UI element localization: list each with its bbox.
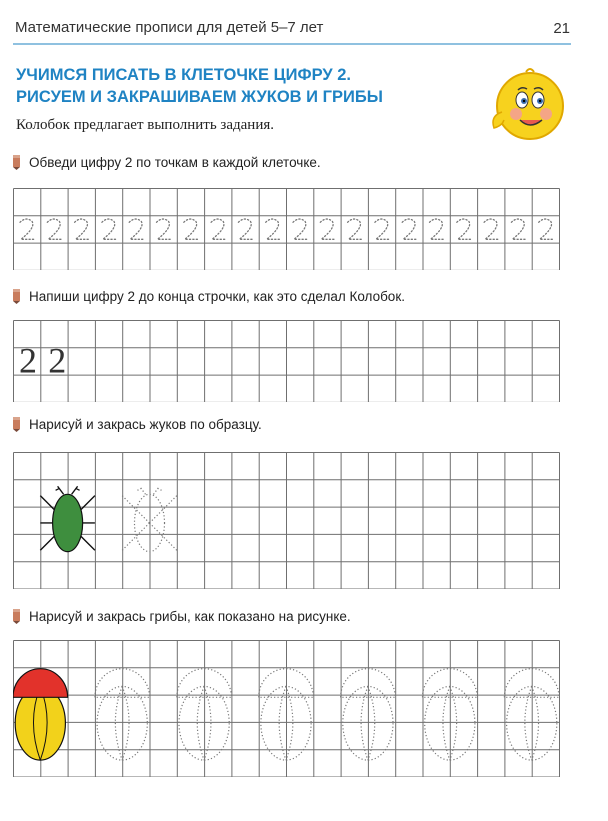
dotted-digit-two (320, 219, 334, 239)
task-3-instruction (12, 416, 262, 432)
sample-beetle (40, 486, 95, 551)
writing-grid-digit-two[interactable] (13, 320, 570, 402)
dotted-digit-two (238, 219, 252, 239)
dotted-digit-two (375, 219, 389, 239)
grid-lines (14, 321, 560, 403)
header-divider (13, 43, 571, 45)
task-2-text: Напиши цифру 2 до конца строчки, как это сделал Колобок. (29, 288, 405, 304)
pencil-icon (12, 416, 21, 432)
task-1-instruction (12, 154, 321, 170)
dotted-digit-two (129, 219, 143, 239)
pencil-icon (12, 608, 21, 624)
dotted-digit-two (157, 219, 171, 239)
mushroom-drawing-grid[interactable] (13, 640, 570, 777)
dotted-digit-two (20, 219, 34, 239)
dotted-digit-two (484, 219, 498, 239)
task-4-text: Нарисуй и закрась грибы, как показано на рисунке. (29, 608, 351, 624)
written-digit-1: 2 (19, 340, 37, 381)
task-3-text: Нарисуй и закрась жуков по образцу. (29, 416, 262, 432)
beetle-drawing-grid[interactable] (13, 452, 570, 589)
dotted-digit-two (539, 219, 553, 239)
task-1-text: Обведи цифру 2 по точкам в каждой клеточке. (29, 154, 321, 170)
dotted-digit-two (511, 219, 525, 239)
task-2-instruction (12, 288, 405, 304)
pencil-icon (12, 288, 21, 304)
dotted-digit-two (293, 219, 307, 239)
lesson-subtitle: Колобок предлагает выполнить задания. (16, 117, 275, 133)
task-4-instruction (12, 608, 351, 624)
dotted-digit-two (102, 219, 116, 239)
dotted-digit-two (266, 219, 280, 239)
dotted-digit-two (430, 219, 444, 239)
kolobok-face-icon (482, 66, 572, 146)
pencil-icon (12, 154, 21, 170)
dotted-digit-two (348, 219, 362, 239)
dotted-digit-two (211, 219, 225, 239)
header-title: Математические прописи для детей 5–7 лет (15, 19, 324, 36)
grid-lines (14, 641, 560, 778)
dotted-digit-two (184, 219, 198, 239)
lesson-title-line-2: РИСУЕМ И ЗАКРАШИВАЕМ ЖУКОВ И ГРИБЫ (16, 88, 383, 106)
grid-lines (14, 453, 560, 590)
dotted-digit-two (75, 219, 89, 239)
lesson-title (16, 64, 416, 108)
written-digit-2: 2 (48, 340, 67, 381)
dotted-digit-two (457, 219, 471, 239)
lesson-title-line-1: УЧИМСЯ ПИСАТЬ В КЛЕТОЧКЕ ЦИФРУ 2. (16, 66, 351, 84)
tracing-grid-digit-two[interactable] (13, 188, 570, 270)
dotted-digit-two (402, 219, 416, 239)
grid-lines (14, 189, 560, 271)
page-number: 21 (553, 20, 570, 37)
dotted-digit-two (47, 219, 61, 239)
sample-mushroom (13, 669, 68, 760)
